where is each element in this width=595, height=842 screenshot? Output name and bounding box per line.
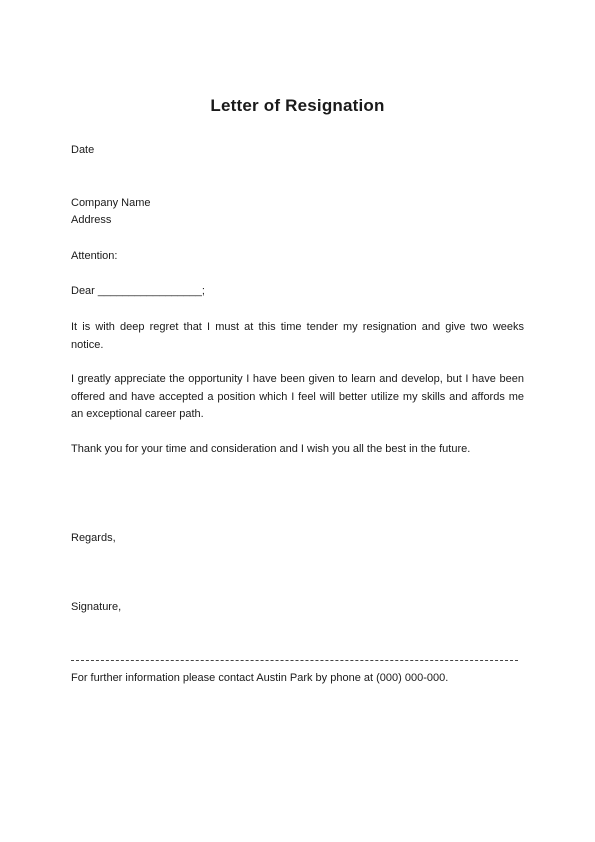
footer-contact-note: For further information please contact Austin Park by phone at (000) 000-000.	[71, 672, 449, 684]
footer-divider	[71, 660, 518, 661]
date-line: Date	[71, 144, 95, 156]
attention-line: Attention:	[71, 250, 118, 262]
closing-line: Regards,	[71, 532, 116, 544]
body-paragraph-1: It is with deep regret that I must at this time tender my resignation and give two weeks notice.	[71, 321, 524, 351]
signature-line: Signature,	[71, 601, 122, 613]
body-paragraph-3: Thank you for your time and consideration and I wish you all the best in the future.	[71, 443, 471, 455]
company-name-line: Company Name	[71, 197, 151, 209]
body-paragraph-2: I greatly appreciate the opportunity I have been given to learn and develop, but I have been offered and have accepted a position which I feel will better utilize my skills and affords me an exceptional career path.	[71, 373, 524, 420]
address-line: Address	[71, 214, 112, 226]
page-title: Letter of Resignation	[210, 96, 385, 115]
salutation-line: Dear _________________;	[71, 285, 205, 297]
